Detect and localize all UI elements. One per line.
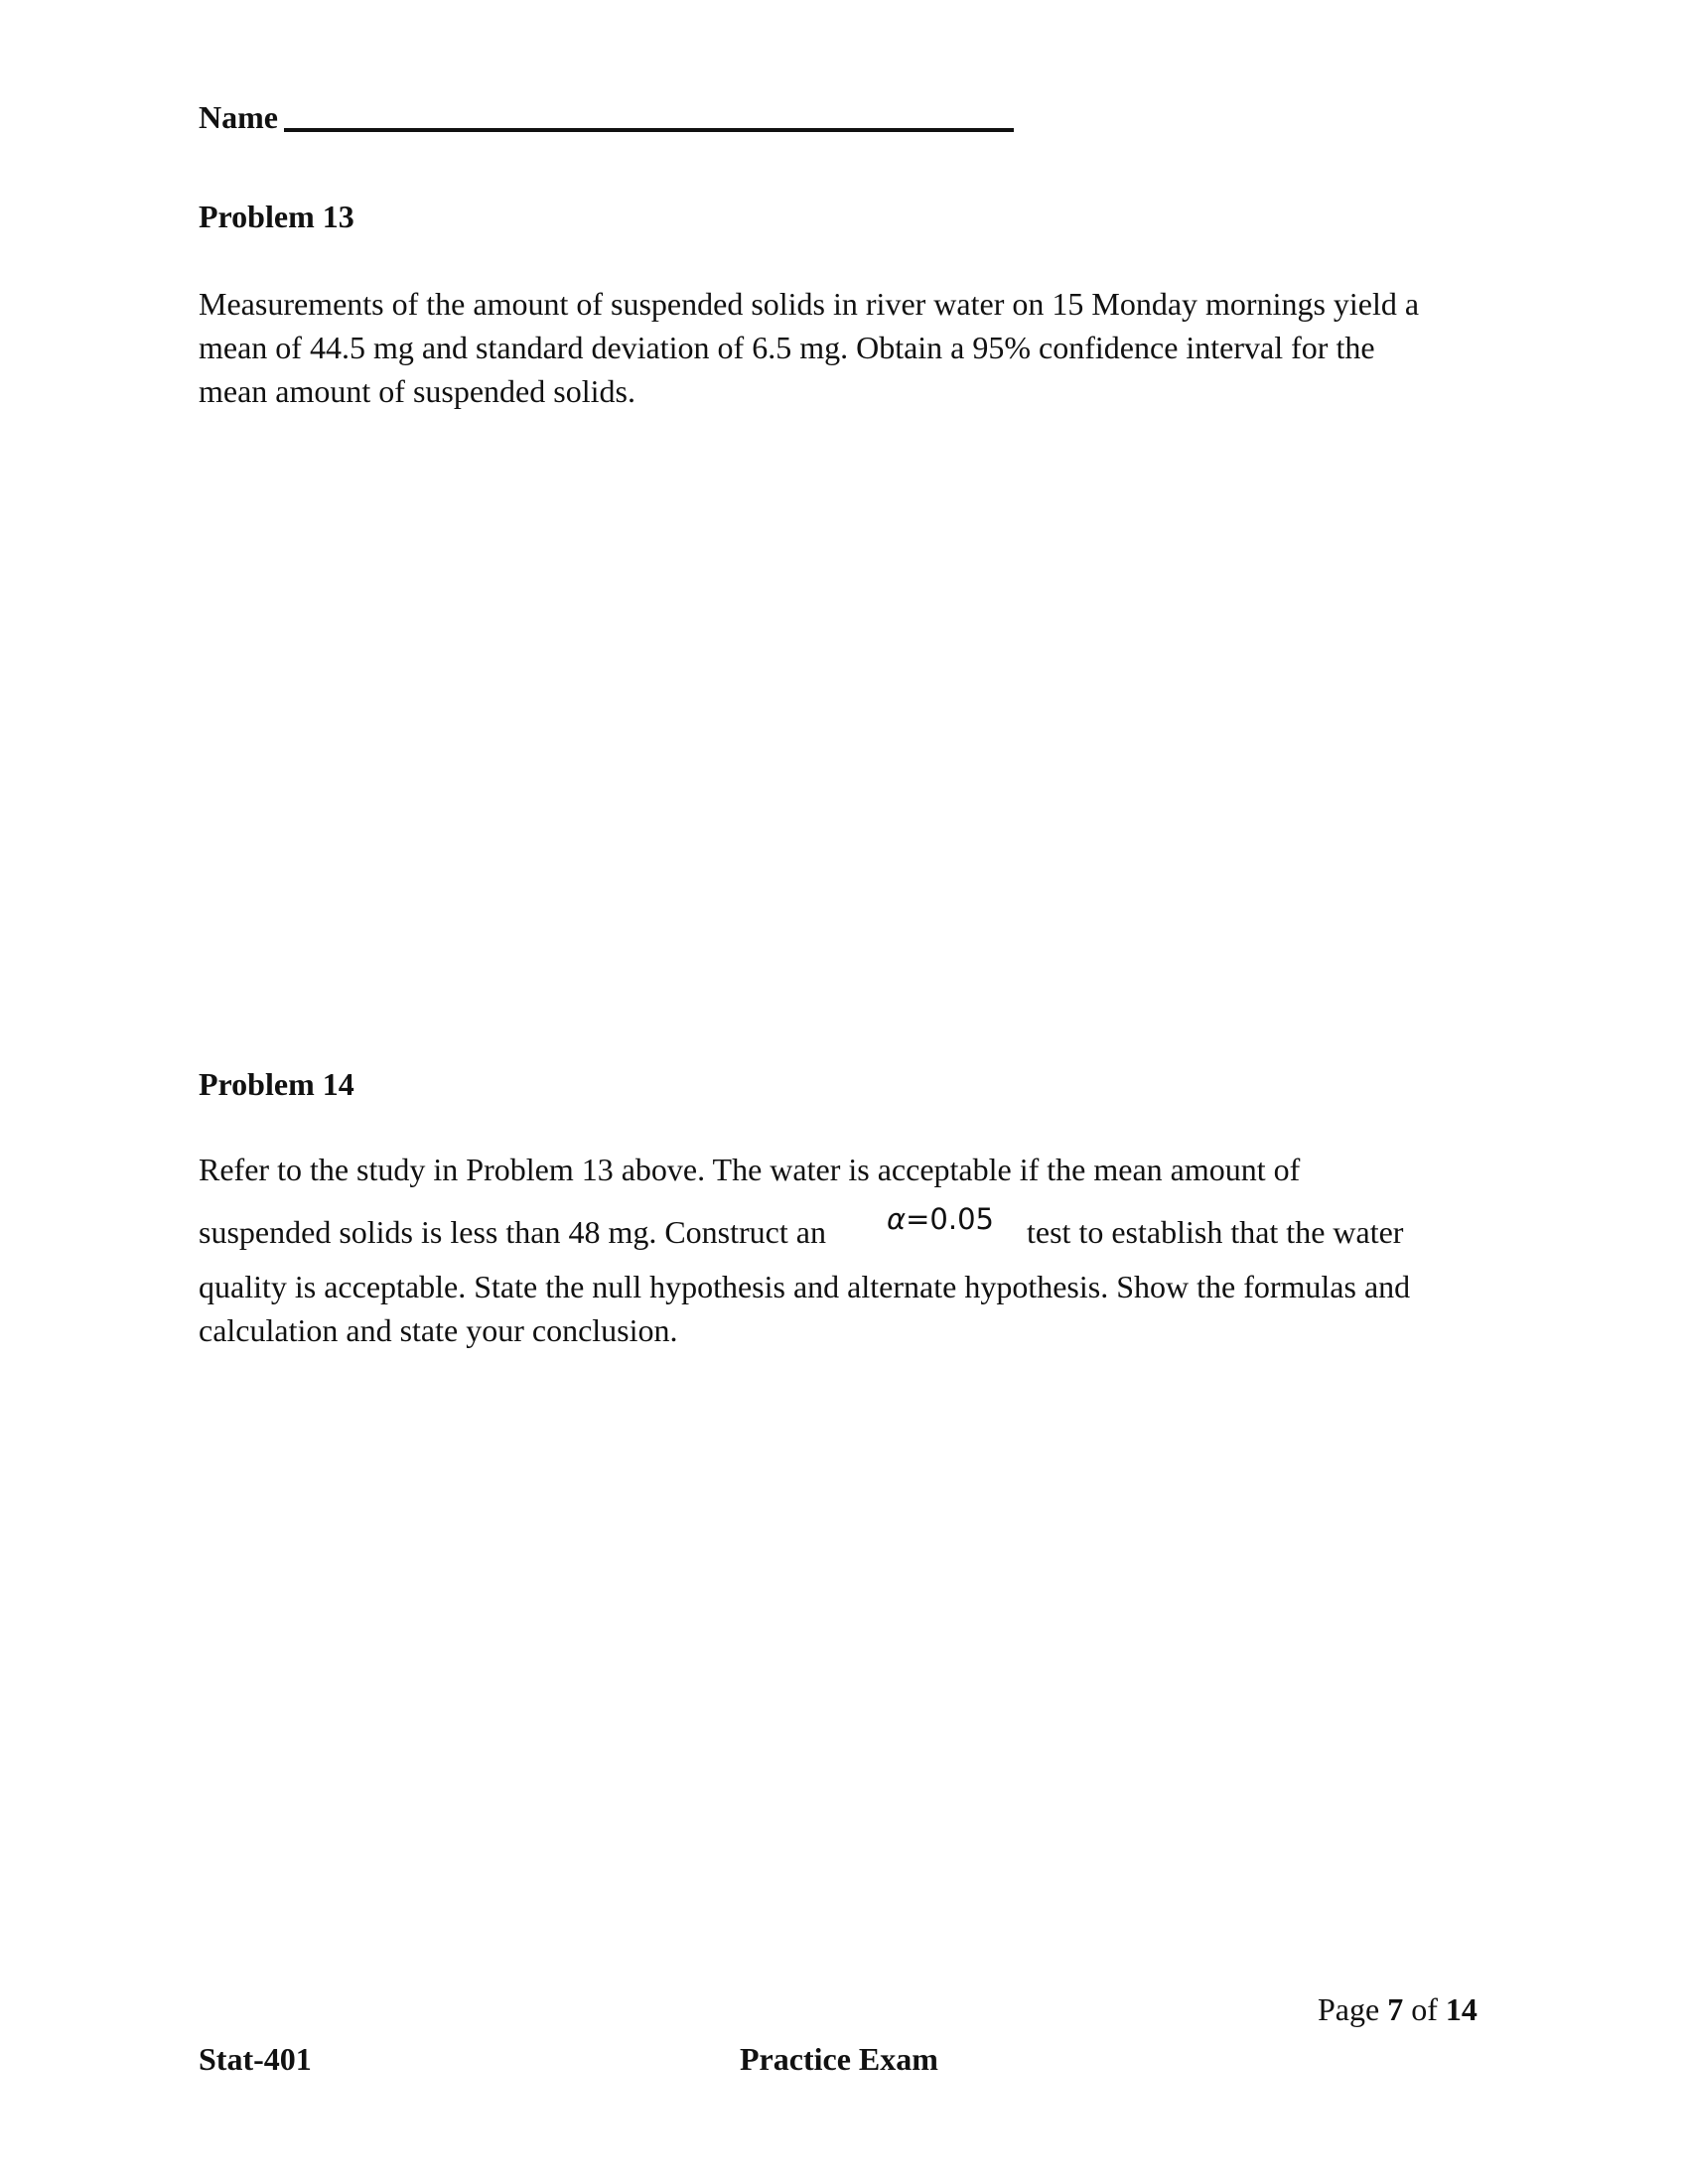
problem-13-line-1: Measurements of the amount of suspended solids in river water on 15 Monday mornings yield a bbox=[199, 286, 1420, 322]
page-current: 7 bbox=[1387, 1991, 1404, 2027]
name-label: Name bbox=[199, 99, 278, 135]
problem-14-line-2a: suspended solids is less than 48 mg. Construct an bbox=[199, 1214, 826, 1250]
course-code: Stat-401 bbox=[199, 2041, 312, 2077]
page-word: Page bbox=[1318, 1991, 1380, 2027]
problem-14-line-4: calculation and state your conclusion. bbox=[199, 1312, 678, 1348]
problem-14-line-1: Refer to the study in Problem 13 above. The water is acceptable if the mean amount of bbox=[199, 1152, 1301, 1187]
exam-title: Practice Exam bbox=[740, 2041, 938, 2077]
problem-13-line-3: mean amount of suspended solids. bbox=[199, 373, 635, 409]
problem-13-title: Problem 13 bbox=[199, 199, 354, 234]
alpha-symbol: α bbox=[887, 1202, 907, 1236]
page-total: 14 bbox=[1445, 1991, 1477, 2027]
alpha-value: =0.05 bbox=[906, 1202, 994, 1236]
name-field bbox=[199, 97, 1014, 137]
name-blank-line bbox=[284, 128, 1014, 132]
problem-13-line-2: mean of 44.5 mg and standard deviation of 6.5 mg. Obtain a 95% confidence interval for the bbox=[199, 330, 1375, 365]
page-number bbox=[1318, 1989, 1477, 2029]
page-of: of bbox=[1411, 1991, 1438, 2027]
problem-13-text bbox=[199, 282, 1489, 413]
problem-14-line-3: quality is acceptable. State the null hypothesis and alternate hypothesis. Show the formulas and bbox=[199, 1269, 1411, 1304]
alpha-formula bbox=[887, 1202, 994, 1236]
problem-14-line-2b: test to establish that the water bbox=[1027, 1214, 1404, 1250]
problem-14-title: Problem 14 bbox=[199, 1066, 354, 1102]
